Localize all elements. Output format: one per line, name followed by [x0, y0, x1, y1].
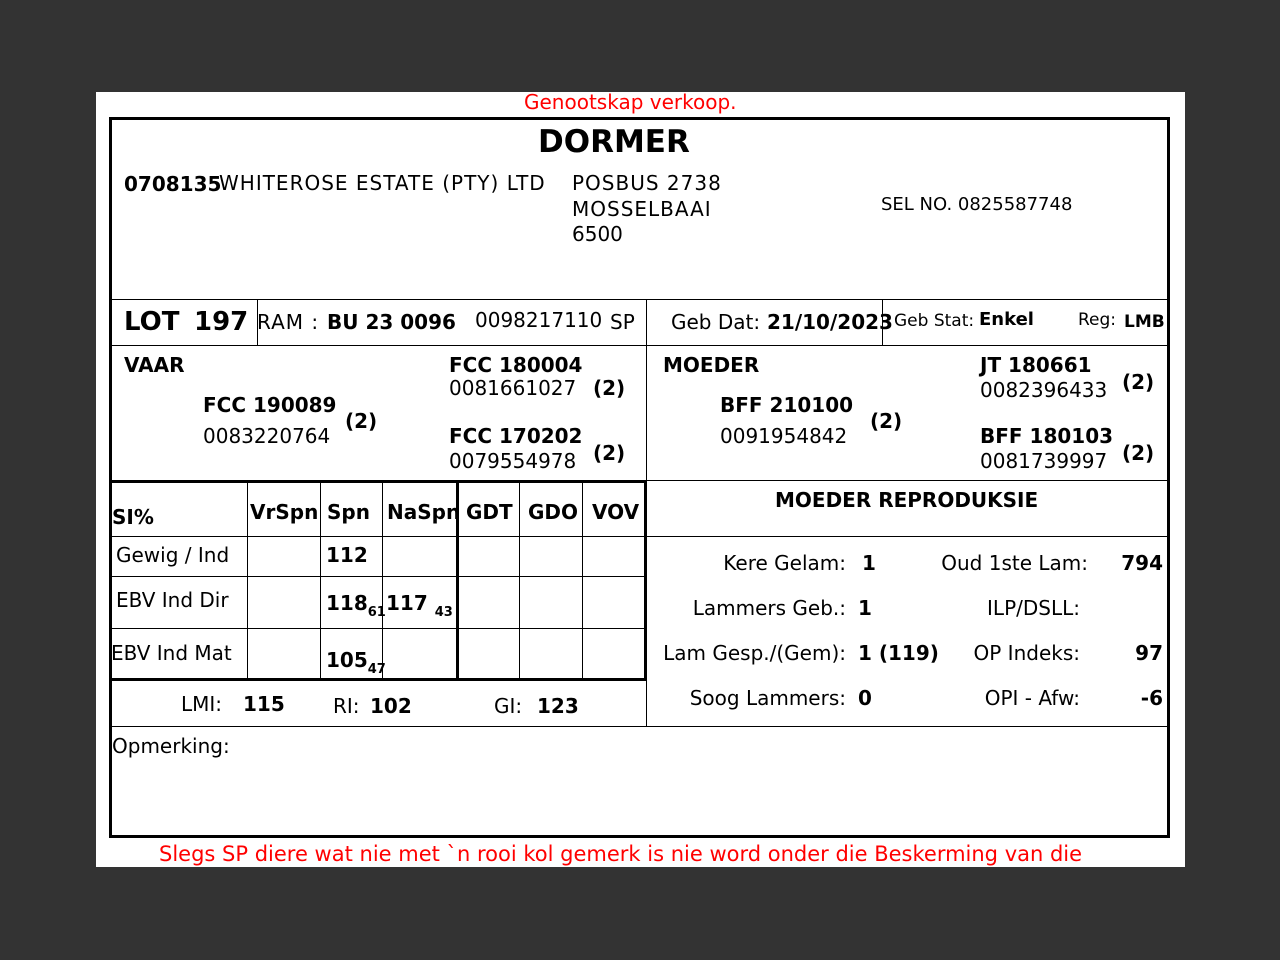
col-divider-7 [644, 482, 647, 680]
lmi-value: 115 [243, 692, 285, 716]
row-label-gewig: Gewig / Ind [116, 543, 230, 567]
sire-dam-number: 0079554978 [449, 449, 577, 473]
si-header-gdt: GDT [466, 500, 513, 524]
reproduction-title: MOEDER REPRODUKSIE [775, 488, 1039, 512]
lot-card-frame [109, 117, 1170, 838]
lot-label: LOT [124, 307, 180, 337]
birth-date-label: Geb Dat: [671, 310, 761, 334]
owner-name: WHITEROSE ESTATE (PTY) LTD [219, 171, 546, 195]
divider-header [111, 299, 1169, 300]
dam-sire-id: JT 180661 [980, 353, 1092, 377]
birth-date: 21/10/2023 [767, 310, 893, 334]
gi-label: GI: [494, 694, 523, 718]
divider-table-bottom [111, 678, 647, 681]
dam-sire-number: 0082396433 [980, 378, 1108, 402]
dam-dam-id: BFF 180103 [980, 424, 1114, 448]
divider-table-header [111, 536, 1169, 537]
footer-note: Slegs SP diere wat nie met `n rooi kol gemerk is nie word onder die Beskerming van die [159, 842, 1083, 866]
dam-number: 0091954842 [720, 424, 848, 448]
sire-sire-id: FCC 180004 [449, 353, 583, 377]
soog-lammers-value: 0 [858, 686, 872, 710]
ram-number: 0098217110 [475, 308, 603, 332]
address-line-1: POSBUS 2738 [572, 171, 722, 195]
kere-gelam-value: 1 [862, 551, 876, 575]
sire-sire-number: 0081661027 [449, 376, 577, 400]
phone-number: SEL NO. 0825587748 [881, 194, 1073, 215]
divider-row-2 [111, 628, 646, 629]
oud-1ste-lam-value: 794 [1121, 551, 1163, 575]
reg-value: LMB [1124, 312, 1165, 332]
soog-lammers-label: Soog Lammers: [689, 686, 846, 710]
lmi-label: LMI: [181, 692, 223, 716]
divider-remarks [111, 726, 1169, 727]
sire-number: 0083220764 [203, 424, 331, 448]
sire-dam-id: FCC 170202 [449, 424, 583, 448]
dam-grade: (2) [870, 409, 903, 433]
si-header-spn: Spn [327, 500, 370, 524]
row-ebv-mat-spn: $105_{47}$ [326, 648, 386, 677]
row-ebv-dir-spn: $118_{61}$ [326, 591, 386, 620]
col-divider-6 [582, 482, 583, 678]
si-header-si: SI% [112, 505, 154, 529]
row-gewig-spn: 112 [326, 543, 368, 567]
si-header-vrspn: VrSpn [250, 500, 319, 524]
dam-dam-number: 0081739997 [980, 449, 1108, 473]
op-indeks-label: OP Indeks: [973, 641, 1080, 665]
dam-sire-grade: (2) [1122, 370, 1155, 394]
address-line-2: MOSSELBAAI [572, 197, 712, 221]
opi-afw-value: -6 [1140, 686, 1163, 710]
dam-label: MOEDER [663, 353, 760, 377]
dam-id: BFF 210100 [720, 393, 854, 417]
gi-value: 123 [537, 694, 579, 718]
ri-label: RI: [333, 694, 360, 718]
ram-id: BU 23 0096 [327, 310, 456, 334]
col-divider-1 [247, 482, 248, 678]
col-divider-5 [519, 482, 520, 678]
sire-label: VAAR [124, 353, 185, 377]
address-line-3: 6500 [572, 222, 623, 246]
birth-status-label: Geb Stat: [894, 311, 975, 331]
divider-pedigree-right [647, 480, 1169, 481]
si-header-vov: VOV [592, 500, 640, 524]
ram-label: RAM : [257, 310, 320, 334]
ilp-label: ILP/DSLL: [987, 596, 1080, 620]
oud-1ste-lam-label: Oud 1ste Lam: [941, 551, 1088, 575]
lot-number: 197 [194, 307, 249, 337]
sire-dam-grade: (2) [593, 441, 626, 465]
dam-dam-grade: (2) [1122, 441, 1155, 465]
lammers-geb-label: Lammers Geb.: [692, 596, 846, 620]
ram-class: SP [610, 310, 635, 334]
breed-title: DORMER [538, 124, 690, 160]
row-label-ebv-dir: EBV Ind Dir [116, 588, 229, 612]
divider-row-1 [111, 576, 646, 577]
birth-status: Enkel [979, 309, 1034, 330]
sire-grade: (2) [345, 409, 378, 433]
col-divider-2 [320, 482, 321, 678]
row-label-ebv-mat: EBV Ind Mat [111, 641, 232, 665]
sire-id: FCC 190089 [203, 393, 337, 417]
remarks-label: Opmerking: [112, 734, 230, 758]
owner-id: 0708135 [124, 172, 222, 196]
divider-lot [111, 345, 1169, 346]
divider-pedigree-left [111, 480, 647, 483]
opi-afw-label: OPI - Afw: [984, 686, 1080, 710]
top-note: Genootskap verkoop. [524, 90, 737, 114]
lam-gesp-value: 1 (119) [858, 641, 939, 665]
ri-value: 102 [370, 694, 412, 718]
sire-sire-grade: (2) [593, 376, 626, 400]
kere-gelam-label: Kere Gelam: [723, 551, 846, 575]
reg-label: Reg: [1078, 310, 1117, 330]
si-header-naspn: NaSpn [387, 500, 461, 524]
si-header-gdo: GDO [528, 500, 579, 524]
lam-gesp-label: Lam Gesp./(Gem): [663, 641, 846, 665]
op-indeks-value: 97 [1135, 641, 1163, 665]
lammers-geb-value: 1 [858, 596, 872, 620]
row-ebv-dir-naspn: 117 $_{43}$ [386, 591, 453, 620]
